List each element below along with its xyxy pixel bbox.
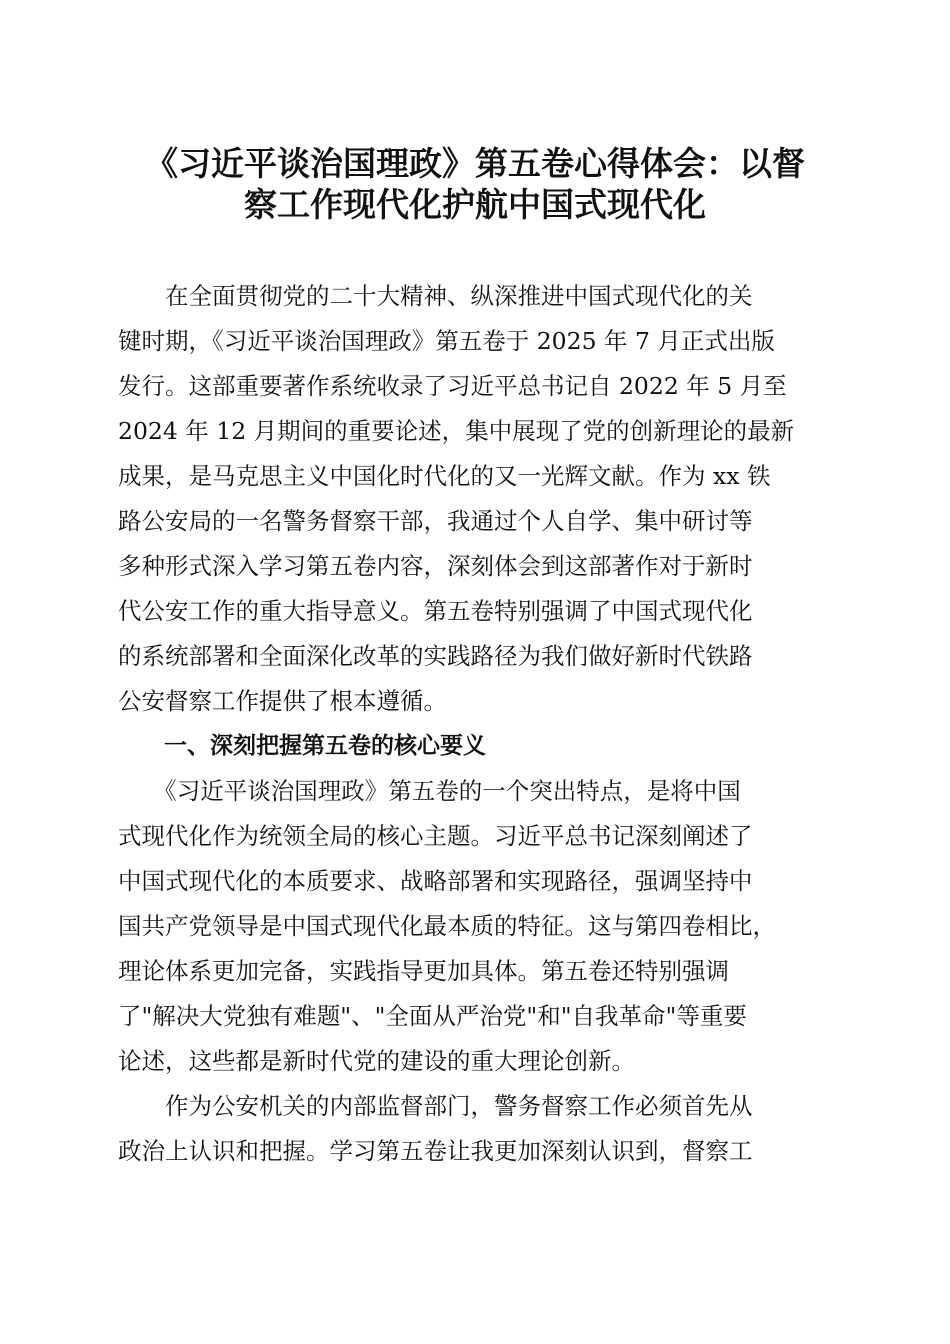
paragraph-line: 理论体系更加完备，实践指导更加具体。第五卷还特别强调 xyxy=(118,957,729,985)
paragraph-line: 作为公安机关的内部监督部门，警务督察工作必须首先从 xyxy=(118,1092,753,1120)
paragraph-line: 路公安局的一名警务督察干部，我通过个人自学、集中研讨等 xyxy=(118,507,753,535)
paragraph-line: 键时期，《习近平谈治国理政》第五卷于 2025 年 7 月正式出版 xyxy=(118,327,775,355)
paragraph-line: 中国式现代化的本质要求、战略部署和实现路径，强调坚持中 xyxy=(118,867,753,895)
document-title-line-1: 《习近平谈治国理政》第五卷心得体会：以督 xyxy=(145,144,805,183)
paragraph-line: 2024 年 12 月期间的重要论述，集中展现了党的创新理论的最新 xyxy=(118,417,795,445)
paragraph-line: 论述，这些都是新时代党的建设的重大理论创新。 xyxy=(118,1047,635,1075)
paragraph-line: 的系统部署和全面深化改革的实践路径为我们做好新时代铁路 xyxy=(118,642,753,670)
paragraph-line: 政治上认识和把握。学习第五卷让我更加深刻认识到，督察工 xyxy=(118,1137,753,1165)
paragraph-line: 了"解决大党独有难题"、"全面从严治党"和"自我革命"等重要 xyxy=(118,1002,747,1030)
paragraph-line: 代公安工作的重大指导意义。第五卷特别强调了中国式现代化 xyxy=(118,597,753,625)
paragraph-line: 成果，是马克思主义中国化时代化的又一光辉文献。作为 xx 铁 xyxy=(118,462,771,490)
paragraph-line: 《习近平谈治国理政》第五卷的一个突出特点，是将中国 xyxy=(118,777,741,805)
paragraph-line: 公安督察工作提供了根本遵循。 xyxy=(118,687,447,715)
intro-paragraph xyxy=(118,274,838,1174)
paragraph-line: 发行。这部重要著作系统收录了习近平总书记自 2022 年 5 月至 xyxy=(118,372,787,400)
paragraph-line: 在全面贯彻党的二十大精神、纵深推进中国式现代化的关 xyxy=(118,282,753,310)
section-heading: 一、深刻把握第五卷的核心要义 xyxy=(118,733,486,759)
paragraph-line: 式现代化作为统领全局的核心主题。习近平总书记深刻阐述了 xyxy=(118,822,753,850)
document-title-line-2: 察工作现代化护航中国式现代化 xyxy=(244,185,706,224)
paragraph-line: 国共产党领导是中国式现代化最本质的特征。这与第四卷相比， xyxy=(118,912,776,940)
paragraph-line: 多种形式深入学习第五卷内容，深刻体会到这部著作对于新时 xyxy=(118,552,753,580)
